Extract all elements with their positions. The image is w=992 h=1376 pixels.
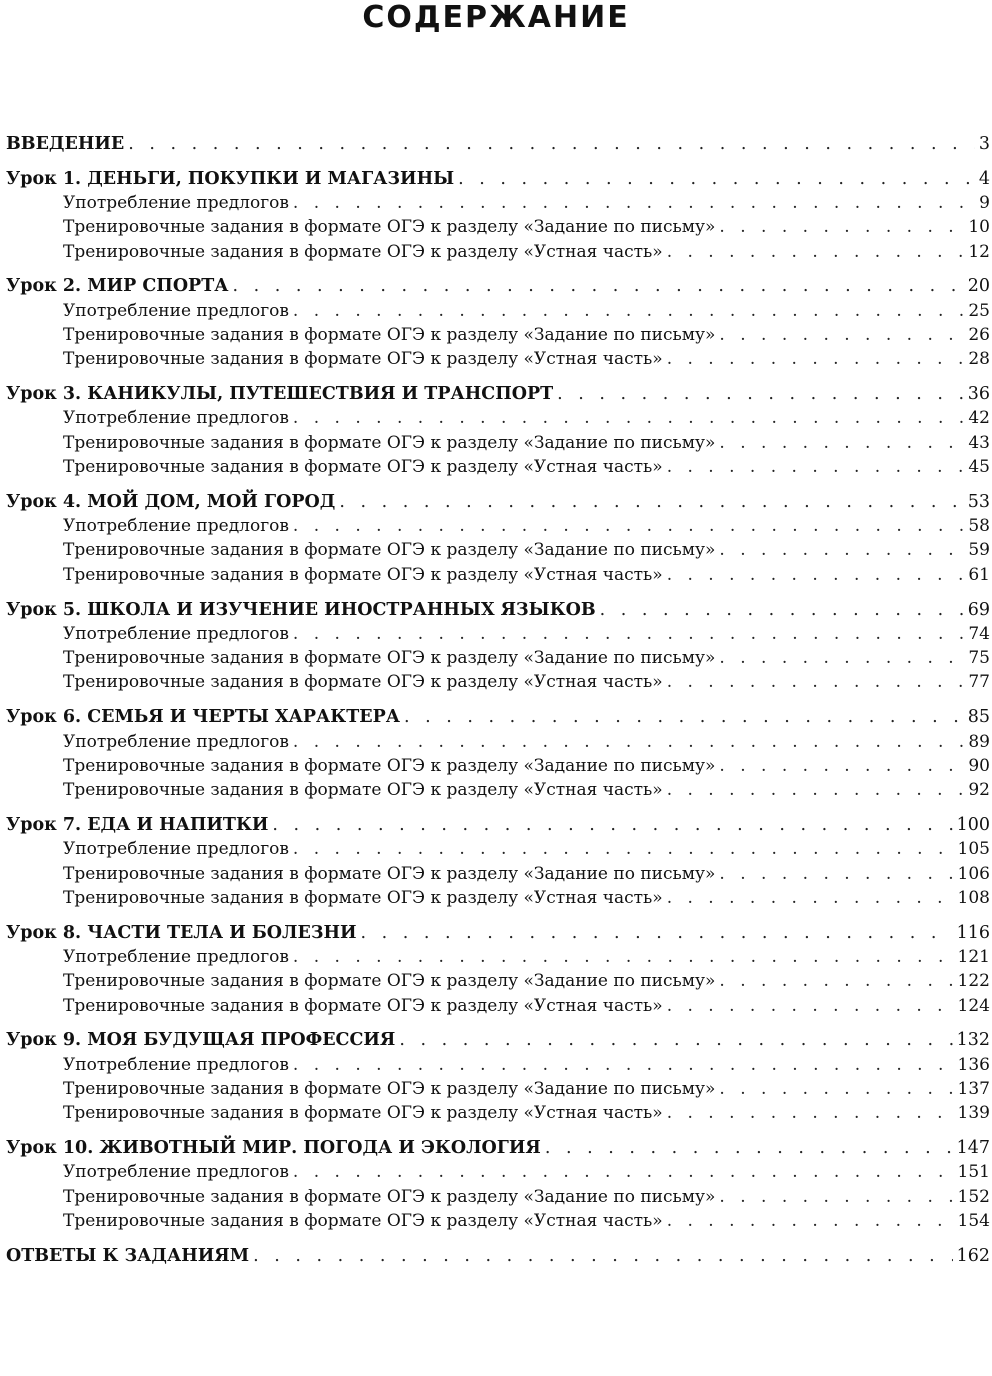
toc-entry-subsection[interactable] <box>6 622 990 646</box>
toc-entry-page: 85 <box>967 707 990 728</box>
dot-leader <box>667 563 965 587</box>
toc-entry-page: 154 <box>957 1210 990 1231</box>
toc-entry-subsection[interactable] <box>6 406 990 430</box>
toc-entry-subsection[interactable] <box>6 1053 990 1077</box>
toc-entry-lesson[interactable] <box>6 598 990 622</box>
toc-entry-lesson[interactable] <box>6 167 990 191</box>
dot-leader <box>667 670 965 694</box>
toc-entry-label: Тренировочные задания в формате ОГЭ к разделу «Устная часть» <box>63 349 663 370</box>
section-gap <box>6 156 990 167</box>
toc-entry-subsection[interactable] <box>6 215 990 239</box>
dot-leader <box>399 1028 952 1052</box>
toc-entry-page: 36 <box>967 384 990 405</box>
toc-entry-page: 106 <box>957 863 990 884</box>
toc-entry-page: 75 <box>968 648 990 669</box>
dot-leader <box>667 240 965 264</box>
toc-entry-answers[interactable] <box>6 1244 990 1268</box>
toc-entry-label: Тренировочные задания в формате ОГЭ к разделу «Задание по письму» <box>63 540 716 561</box>
toc-entry-label: Тренировочные задания в формате ОГЭ к разделу «Устная часть» <box>63 241 663 262</box>
toc-entry-label: Тренировочные задания в формате ОГЭ к разделу «Задание по письму» <box>63 325 716 346</box>
toc-entry-page: 77 <box>968 672 990 693</box>
toc-entry-label: Употребление предлогов <box>63 731 289 752</box>
toc-entry-lesson[interactable] <box>6 490 990 514</box>
toc-entry-label: Употребление предлогов <box>63 1162 289 1183</box>
toc-entry-lesson[interactable] <box>6 813 990 837</box>
toc-entry-label: Урок 2. МИР СПОРТА <box>6 276 229 297</box>
toc-entry-page: 53 <box>967 491 990 512</box>
toc-entry-page: 43 <box>968 432 990 453</box>
toc-entry-subsection[interactable] <box>6 1185 990 1209</box>
toc-entry-label: Тренировочные задания в формате ОГЭ к разделу «Устная часть» <box>63 780 663 801</box>
toc-entry-page: 45 <box>968 457 990 478</box>
toc-entry-lesson[interactable] <box>6 274 990 298</box>
toc-entry-label: Тренировочные задания в формате ОГЭ к разделу «Устная часть» <box>63 564 663 585</box>
toc-entry-subsection[interactable] <box>6 994 990 1018</box>
toc-entry-page: 162 <box>956 1245 990 1266</box>
toc-entry-label: Тренировочные задания в формате ОГЭ к разделу «Задание по письму» <box>63 755 716 776</box>
toc-entry-subsection[interactable] <box>6 563 990 587</box>
dot-leader <box>719 754 964 778</box>
toc-entry-label: Тренировочные задания в формате ОГЭ к разделу «Задание по письму» <box>63 971 716 992</box>
dot-leader <box>667 1101 954 1125</box>
toc-entry-intro[interactable] <box>6 132 990 156</box>
dot-leader <box>557 382 964 406</box>
dot-leader <box>719 431 964 455</box>
toc-entry-page: 10 <box>968 217 990 238</box>
toc-entry-label: Урок 5. ШКОЛА И ИЗУЧЕНИЕ ИНОСТРАННЫХ ЯЗЫКОВ <box>6 599 596 620</box>
toc-entry-label: Употребление предлогов <box>63 623 289 644</box>
dot-leader <box>719 215 964 239</box>
toc-entry-label: Тренировочные задания в формате ОГЭ к разделу «Устная часть» <box>63 887 663 908</box>
toc-entry-subsection[interactable] <box>6 730 990 754</box>
dot-leader <box>128 132 975 156</box>
toc-entry-page: 139 <box>957 1103 990 1124</box>
dot-leader <box>667 886 954 910</box>
toc-entry-page: 25 <box>968 300 990 321</box>
toc-entry-subsection[interactable] <box>6 945 990 969</box>
toc-entry-page: 58 <box>968 516 990 537</box>
toc-entry-label: Тренировочные задания в формате ОГЭ к разделу «Задание по письму» <box>63 648 716 669</box>
toc-entry-page: 147 <box>956 1137 990 1158</box>
toc-entry-subsection[interactable] <box>6 1209 990 1233</box>
toc-entry-subsection[interactable] <box>6 538 990 562</box>
toc-entry-subsection[interactable] <box>6 646 990 670</box>
toc-entry-page: 151 <box>957 1162 990 1183</box>
toc-entry-subsection[interactable] <box>6 431 990 455</box>
toc-entry-label: Урок 8. ЧАСТИ ТЕЛА И БОЛЕЗНИ <box>6 922 357 943</box>
toc-entry-subsection[interactable] <box>6 347 990 371</box>
dot-leader <box>293 191 975 215</box>
toc-entry-subsection[interactable] <box>6 455 990 479</box>
toc-entry-lesson[interactable] <box>6 921 990 945</box>
section-gap <box>6 587 990 598</box>
toc-entry-label: Тренировочные задания в формате ОГЭ к разделу «Устная часть» <box>63 1210 663 1231</box>
dot-leader <box>719 1077 953 1101</box>
toc-entry-subsection[interactable] <box>6 862 990 886</box>
toc-entry-page: 42 <box>968 408 990 429</box>
toc-entry-label: Урок 1. ДЕНЬГИ, ПОКУПКИ И МАГАЗИНЫ <box>6 168 455 189</box>
toc-entry-subsection[interactable] <box>6 837 990 861</box>
table-of-contents <box>6 132 990 1268</box>
toc-entry-label: Урок 10. ЖИВОТНЫЙ МИР. ПОГОДА И ЭКОЛОГИЯ <box>6 1137 541 1158</box>
toc-entry-subsection[interactable] <box>6 240 990 264</box>
toc-entry-page: 61 <box>968 564 990 585</box>
toc-entry-label: Тренировочные задания в формате ОГЭ к разделу «Устная часть» <box>63 672 663 693</box>
dot-leader <box>272 813 952 837</box>
toc-entry-page: 3 <box>978 134 990 154</box>
toc-entry-lesson[interactable] <box>6 1136 990 1160</box>
dot-leader <box>719 323 964 347</box>
toc-entry-subsection[interactable] <box>6 1101 990 1125</box>
toc-entry-label: Урок 6. СЕМЬЯ И ЧЕРТЫ ХАРАКТЕРА <box>6 707 400 728</box>
dot-leader <box>719 862 953 886</box>
toc-entry-page: 105 <box>957 839 990 860</box>
dot-leader <box>600 598 964 622</box>
toc-entry-label: Употребление предлогов <box>63 1054 289 1075</box>
toc-entry-page: 136 <box>957 1054 990 1075</box>
toc-entry-page: 137 <box>957 1078 990 1099</box>
toc-entry-label: ОТВЕТЫ К ЗАДАНИЯМ <box>6 1245 250 1266</box>
dot-leader <box>361 921 953 945</box>
toc-entry-lesson[interactable] <box>6 382 990 406</box>
section-gap <box>6 695 990 706</box>
toc-entry-subsection[interactable] <box>6 323 990 347</box>
dot-leader <box>667 778 965 802</box>
toc-entry-page: 12 <box>968 241 990 262</box>
toc-entry-label: Тренировочные задания в формате ОГЭ к разделу «Задание по письму» <box>63 863 716 884</box>
dot-leader <box>545 1136 953 1160</box>
dot-leader <box>293 622 964 646</box>
toc-entry-lesson[interactable] <box>6 705 990 729</box>
toc-entry-page: 132 <box>956 1030 990 1051</box>
toc-entry-label: Тренировочные задания в формате ОГЭ к разделу «Устная часть» <box>63 995 663 1016</box>
page-title: СОДЕРЖАНИЕ <box>362 0 630 35</box>
dot-leader <box>719 1185 953 1209</box>
section-gap <box>6 1233 990 1244</box>
section-gap <box>6 479 990 490</box>
toc-entry-page: 108 <box>957 887 990 908</box>
toc-entry-page: 100 <box>956 814 990 835</box>
toc-entry-label: ВВЕДЕНИЕ <box>6 134 125 154</box>
dot-leader <box>293 514 964 538</box>
toc-entry-label: Тренировочные задания в формате ОГЭ к разделу «Задание по письму» <box>63 432 716 453</box>
section-gap <box>6 910 990 921</box>
section-gap <box>6 264 990 275</box>
dot-leader <box>293 406 964 430</box>
toc-entry-page: 121 <box>957 946 990 967</box>
toc-entry-subsection[interactable] <box>6 191 990 215</box>
section-gap <box>6 1018 990 1029</box>
dot-leader <box>293 1160 954 1184</box>
toc-entry-page: 122 <box>957 971 990 992</box>
dot-leader <box>293 299 964 323</box>
dot-leader <box>233 274 964 298</box>
toc-entry-label: Употребление предлогов <box>63 300 289 321</box>
toc-entry-page: 59 <box>968 540 990 561</box>
toc-entry-label: Употребление предлогов <box>63 946 289 967</box>
toc-entry-label: Тренировочные задания в формате ОГЭ к разделу «Задание по письму» <box>63 1078 716 1099</box>
toc-entry-subsection[interactable] <box>6 514 990 538</box>
toc-entry-label: Урок 9. МОЯ БУДУЩАЯ ПРОФЕССИЯ <box>6 1030 396 1051</box>
toc-entry-label: Тренировочные задания в формате ОГЭ к разделу «Устная часть» <box>63 1103 663 1124</box>
toc-entry-page: 89 <box>968 731 990 752</box>
dot-leader <box>719 646 964 670</box>
dot-leader <box>719 969 953 993</box>
toc-entry-subsection[interactable] <box>6 778 990 802</box>
toc-entry-page: 116 <box>956 922 990 943</box>
dot-leader <box>719 538 964 562</box>
toc-entry-label: Урок 7. ЕДА И НАПИТКИ <box>6 814 269 835</box>
toc-entry-page: 28 <box>968 349 990 370</box>
section-gap <box>6 802 990 813</box>
toc-entry-subsection[interactable] <box>6 1160 990 1184</box>
dot-leader <box>667 994 954 1018</box>
dot-leader <box>667 347 965 371</box>
toc-entry-page: 4 <box>978 168 990 189</box>
toc-entry-lesson[interactable] <box>6 1028 990 1052</box>
dot-leader <box>293 1053 954 1077</box>
toc-entry-page: 152 <box>957 1186 990 1207</box>
dot-leader <box>667 1209 954 1233</box>
toc-entry-label: Урок 3. КАНИКУЛЫ, ПУТЕШЕСТВИЯ И ТРАНСПОРТ <box>6 384 554 405</box>
toc-entry-subsection[interactable] <box>6 299 990 323</box>
toc-entry-subsection[interactable] <box>6 969 990 993</box>
toc-entry-page: 92 <box>968 780 990 801</box>
dot-leader <box>339 490 963 514</box>
toc-entry-page: 20 <box>967 276 990 297</box>
toc-entry-label: Тренировочные задания в формате ОГЭ к разделу «Задание по письму» <box>63 217 716 238</box>
toc-entry-page: 74 <box>968 623 990 644</box>
section-gap <box>6 1125 990 1136</box>
toc-entry-page: 26 <box>968 325 990 346</box>
dot-leader <box>293 837 954 861</box>
toc-entry-page: 90 <box>968 755 990 776</box>
toc-entry-subsection[interactable] <box>6 886 990 910</box>
toc-entry-label: Употребление предлогов <box>63 516 289 537</box>
toc-entry-label: Употребление предлогов <box>63 193 289 214</box>
toc-entry-page: 9 <box>979 193 990 214</box>
dot-leader <box>458 167 975 191</box>
toc-entry-label: Тренировочные задания в формате ОГЭ к разделу «Устная часть» <box>63 457 663 478</box>
lessons-list <box>6 156 990 1233</box>
toc-entry-page: 69 <box>967 599 990 620</box>
toc-entry-label: Употребление предлогов <box>63 408 289 429</box>
dot-leader <box>293 945 954 969</box>
toc-entry-label: Урок 4. МОЙ ДОМ, МОЙ ГОРОД <box>6 491 336 512</box>
toc-entry-label: Тренировочные задания в формате ОГЭ к разделу «Задание по письму» <box>63 1186 716 1207</box>
toc-entry-subsection[interactable] <box>6 670 990 694</box>
dot-leader <box>253 1244 952 1268</box>
toc-entry-subsection[interactable] <box>6 754 990 778</box>
section-gap <box>6 372 990 383</box>
toc-entry-page: 124 <box>957 995 990 1016</box>
dot-leader <box>293 730 964 754</box>
dot-leader <box>667 455 965 479</box>
toc-entry-label: Употребление предлогов <box>63 839 289 860</box>
dot-leader <box>404 705 964 729</box>
toc-entry-subsection[interactable] <box>6 1077 990 1101</box>
